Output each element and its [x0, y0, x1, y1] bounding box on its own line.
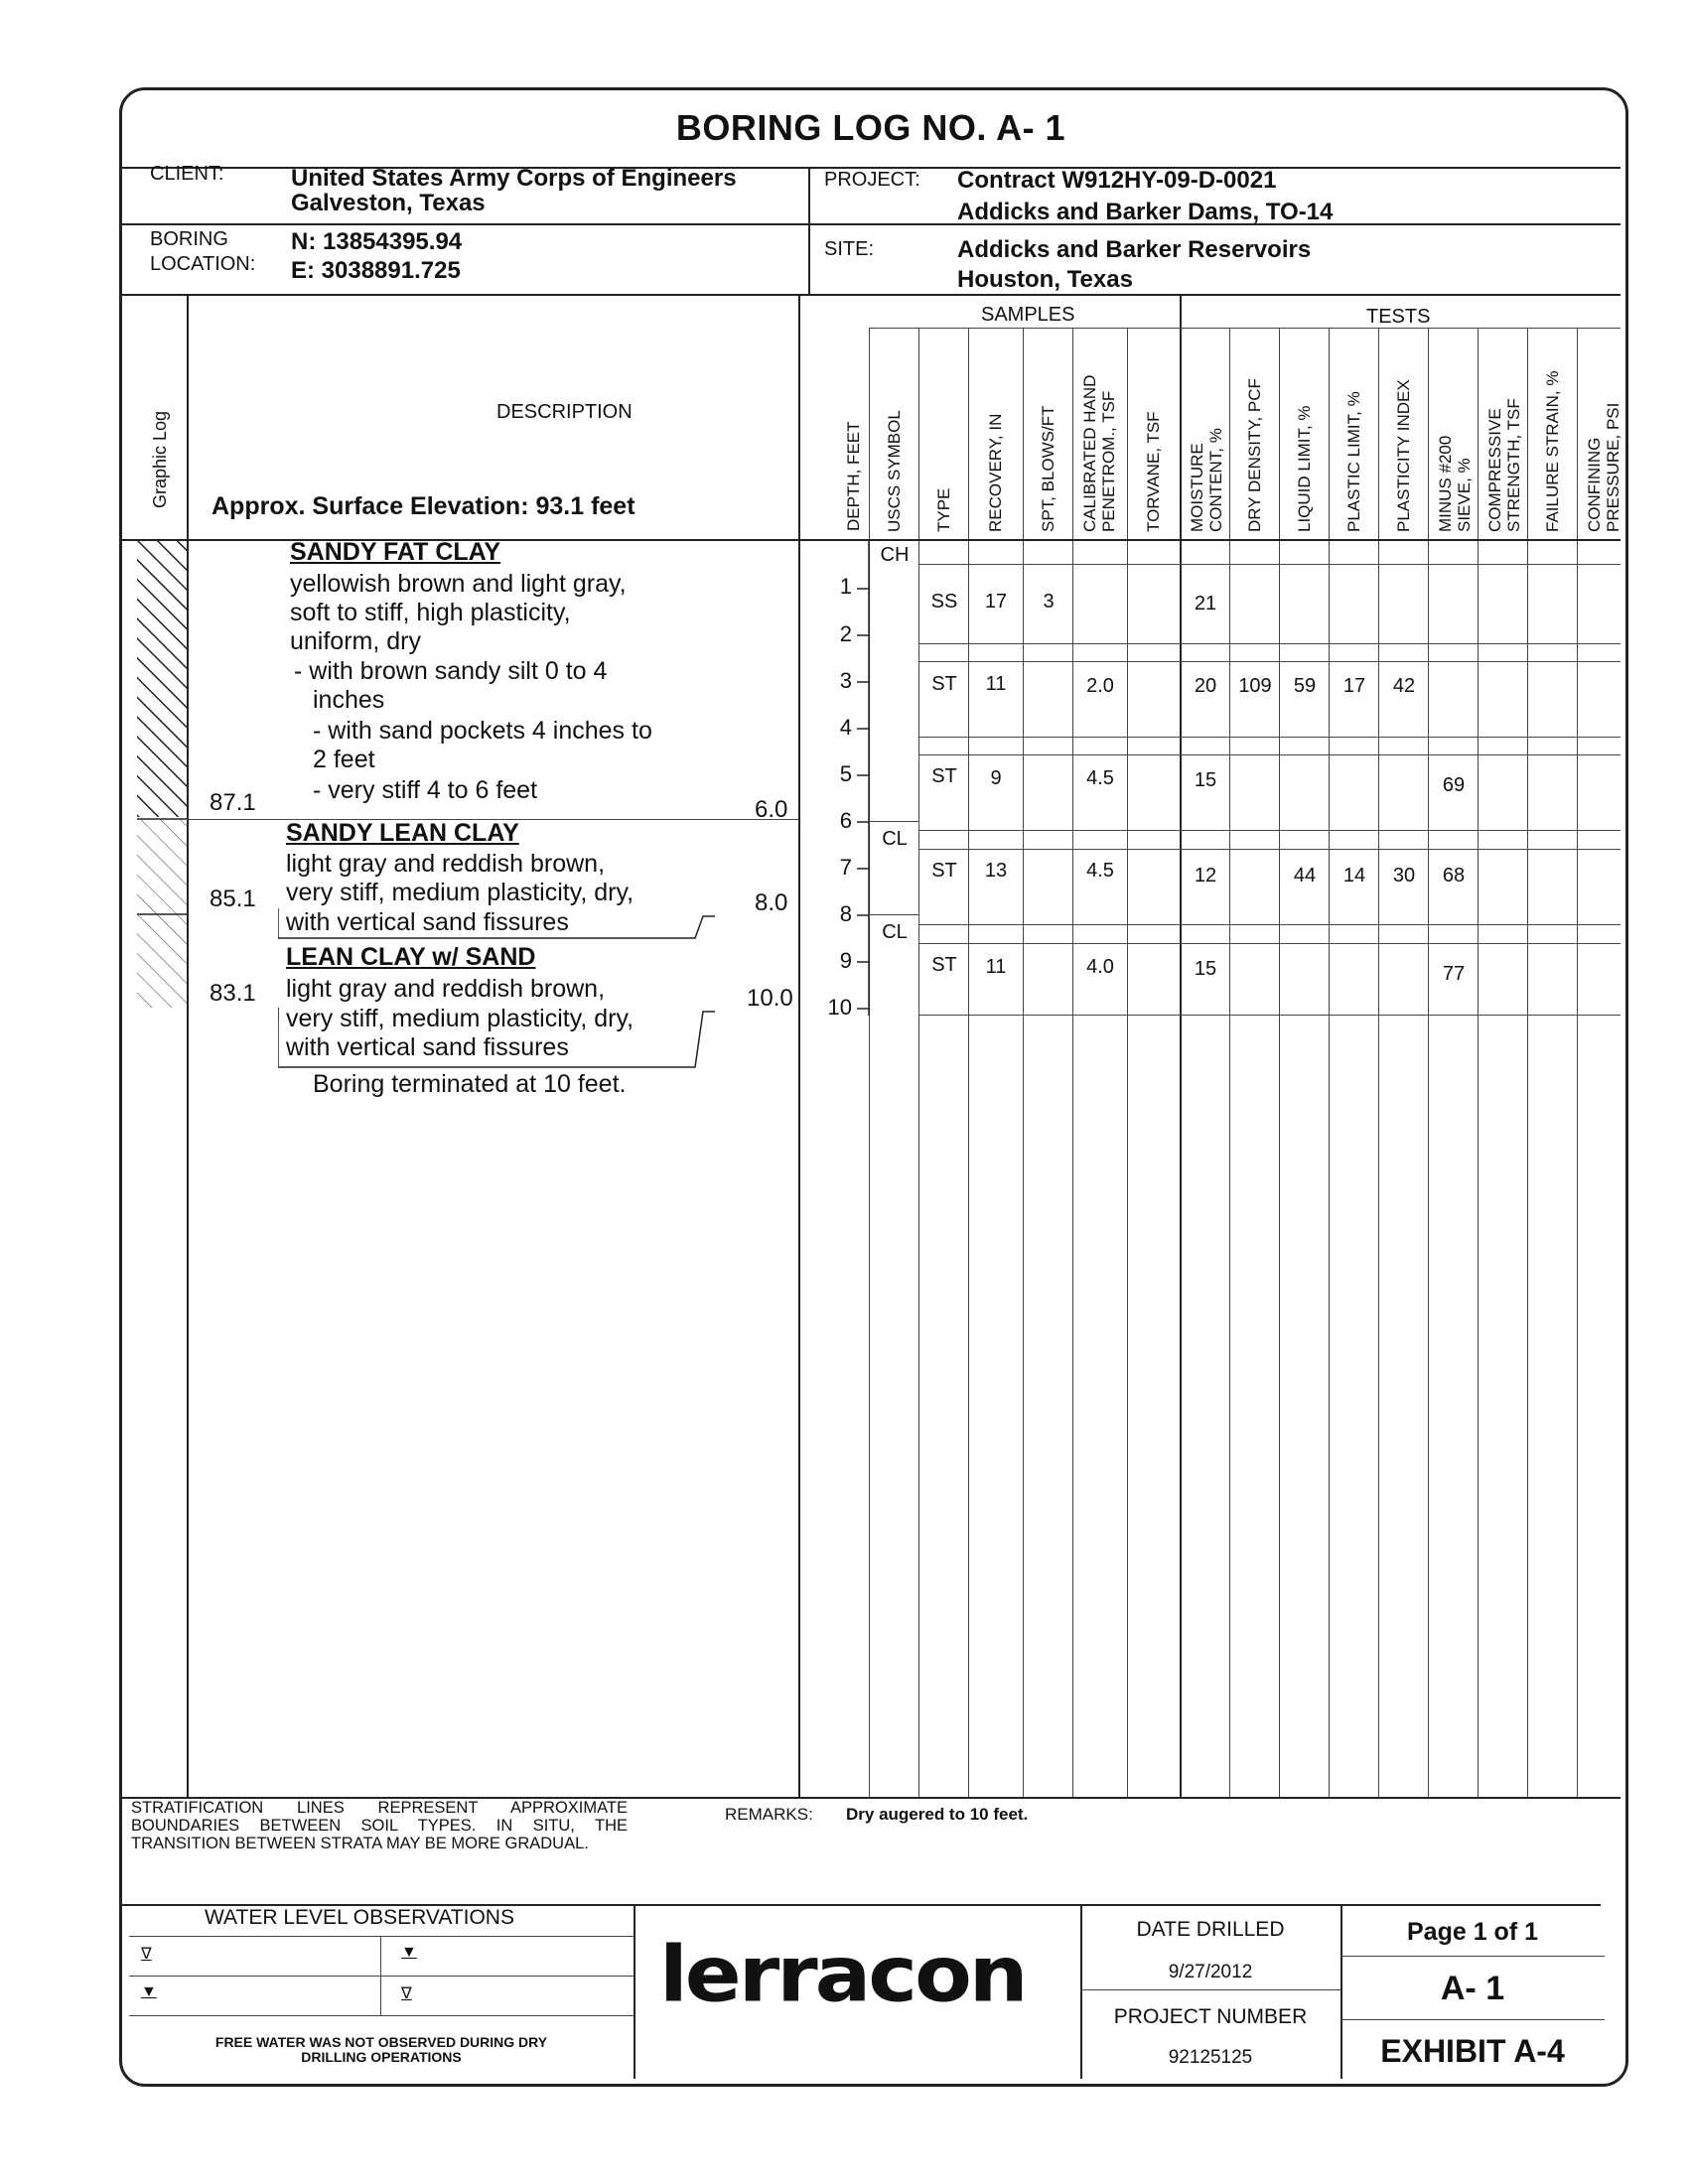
- col-line: [1127, 328, 1128, 1797]
- client-city: Galveston, Texas: [291, 190, 486, 216]
- project-label: PROJECT:: [824, 169, 920, 191]
- easting: E: 3038891.725: [291, 257, 461, 284]
- boring-id: A- 1: [1440, 1970, 1505, 2007]
- location-label: LOCATION:: [150, 253, 256, 275]
- sample-spt: 3: [1043, 591, 1055, 613]
- sample-moisture: 20: [1194, 675, 1217, 697]
- sample-type: SS: [930, 591, 958, 613]
- divider: [808, 167, 810, 294]
- water-level-symbol: ∇: [401, 1985, 412, 2002]
- stratum-desc-line: light gray and reddish brown,: [286, 850, 606, 878]
- divider: [121, 223, 1621, 225]
- row-line: [869, 914, 918, 915]
- divider: [1180, 294, 1182, 1797]
- row-line: [1340, 1956, 1605, 1957]
- hand-pen-header: CALIBRATED HAND PENETROM., TSF: [1080, 374, 1118, 532]
- stratum-depth: 6.0: [755, 796, 788, 823]
- stratum-note: 2 feet: [313, 746, 375, 773]
- client-label: CLIENT:: [150, 163, 224, 185]
- row-line: [869, 821, 918, 822]
- graphic-log-hatch: [137, 541, 187, 1027]
- stratum-note: - with brown sandy silt 0 to 4: [294, 657, 608, 685]
- sample-liquid-limit: 44: [1293, 865, 1317, 887]
- uscs-symbol: CL: [882, 921, 908, 943]
- sample-recovery: 11: [985, 673, 1007, 695]
- dry-density-header: DRY DENSITY, PCF: [1245, 378, 1264, 532]
- col-line: [1478, 328, 1479, 1797]
- sample-hand-pen: 4.0: [1086, 956, 1114, 978]
- page-indicator: Page 1 of 1: [1407, 1918, 1538, 1946]
- sample-plastic-limit: 17: [1342, 675, 1366, 697]
- col-line: [1527, 328, 1528, 1797]
- exhibit-label: EXHIBIT A-4: [1380, 2033, 1565, 2069]
- stratum-desc-line: very stiff, medium plasticity, dry,: [286, 1005, 634, 1032]
- moisture-header: MOISTURE CONTENT, %: [1188, 428, 1225, 532]
- northing: N: 13854395.94: [291, 228, 463, 255]
- stratum-name: SANDY FAT CLAY: [290, 538, 501, 566]
- sample-plasticity-index: 30: [1392, 865, 1416, 887]
- col-line: [1577, 328, 1578, 1797]
- torvane-header: TORVANE, TSF: [1144, 411, 1163, 532]
- sample-moisture: 21: [1194, 593, 1217, 614]
- recovery-header: RECOVERY, IN: [986, 413, 1005, 532]
- failure-strain-header: FAILURE STRAIN, %: [1543, 370, 1562, 532]
- stratum-depth: 8.0: [755, 889, 788, 916]
- terracon-logo: lerracon: [659, 1929, 1026, 2020]
- sample-moisture: 12: [1194, 865, 1217, 887]
- depth-tick-label: 2: [839, 621, 852, 646]
- type-header: TYPE: [934, 487, 953, 532]
- water-level-symbol: ∇: [141, 1946, 152, 1963]
- depth-header: DEPTH, FEET: [844, 421, 863, 531]
- stratum-depth: 10.0: [747, 985, 793, 1012]
- samples-header: SAMPLES: [981, 304, 1075, 326]
- water-note-line: FREE WATER WAS NOT OBSERVED DURING DRY: [214, 2034, 548, 2050]
- plastic-limit-header: PLASTIC LIMIT, %: [1344, 391, 1363, 532]
- col-line: [1378, 328, 1379, 1797]
- uscs-symbol: CH: [880, 544, 910, 566]
- minus200-header: MINUS #200 SIEVE, %: [1436, 435, 1474, 532]
- row-line: [918, 1015, 1621, 1016]
- stratum-desc-line: soft to stiff, high plasticity,: [290, 599, 571, 626]
- sample-recovery: 11: [985, 956, 1007, 978]
- stratum-desc-line: with vertical sand fissures: [286, 1033, 569, 1061]
- water-level-title: WATER LEVEL OBSERVATIONS: [205, 1906, 514, 1929]
- sample-hand-pen: 4.5: [1086, 767, 1114, 789]
- project-number-value: 92125125: [1168, 2047, 1253, 2068]
- row-line: [918, 643, 1621, 644]
- depth-tick-label: 10: [827, 995, 852, 1020]
- stratum-name: SANDY LEAN CLAY: [286, 819, 519, 847]
- surface-elevation: Approx. Surface Elevation: 93.1 feet: [212, 492, 635, 520]
- row-line: [1340, 2019, 1605, 2020]
- col-line: [1279, 328, 1280, 1797]
- sample-type: ST: [931, 765, 957, 787]
- sample-moisture: 15: [1194, 958, 1217, 980]
- site-label: SITE:: [824, 238, 875, 260]
- stratum-desc-line: very stiff, medium plasticity, dry,: [286, 879, 634, 906]
- compressive-header: COMPRESSIVE STRENGTH, TSF: [1485, 398, 1523, 532]
- sample-type: ST: [931, 860, 957, 882]
- stratum-elevation: 87.1: [210, 789, 256, 816]
- sample-liquid-limit: 59: [1293, 675, 1317, 697]
- spt-header: SPT, BLOWS/FT: [1039, 405, 1058, 532]
- row-line: [918, 754, 1621, 755]
- row-line: [918, 564, 1621, 565]
- row-line: [129, 1936, 634, 1937]
- col-line: [1229, 328, 1230, 1797]
- depth-tick-label: 7: [839, 855, 852, 880]
- row-line: [918, 943, 1621, 944]
- depth-tick-label: 4: [839, 715, 852, 740]
- stratum-desc-line: uniform, dry: [290, 627, 421, 655]
- depth-tick-label: 3: [839, 668, 852, 693]
- date-drilled-label: DATE DRILLED: [1136, 1918, 1285, 1941]
- depth-tick-label: 1: [839, 574, 852, 599]
- col-line: [1023, 328, 1024, 1797]
- graphic-log-header: Graphic Log: [150, 410, 170, 508]
- boring-label: BORING: [150, 228, 228, 250]
- row-line: [918, 849, 1621, 850]
- uscs-symbol: CL: [882, 828, 908, 850]
- termination-note: Boring terminated at 10 feet.: [313, 1070, 627, 1098]
- stratum-desc-line: light gray and reddish brown,: [286, 975, 606, 1003]
- remarks-text: Dry augered to 10 feet.: [846, 1805, 1029, 1824]
- divider: [121, 294, 1621, 296]
- sample-minus200: 77: [1442, 963, 1466, 985]
- water-level-symbol: ▼: [141, 1983, 157, 2000]
- depth-tick-label: 6: [839, 808, 852, 833]
- site-name: Addicks and Barker Reservoirs: [957, 236, 1312, 263]
- liquid-limit-header: LIQUID LIMIT, %: [1295, 405, 1314, 532]
- date-drilled-value: 9/27/2012: [1168, 1962, 1253, 1982]
- log-title: BORING LOG NO. A- 1: [675, 107, 1066, 148]
- project-name: Addicks and Barker Dams, TO-14: [957, 199, 1334, 225]
- remarks-label: REMARKS:: [725, 1805, 813, 1824]
- stratum-desc-line: with vertical sand fissures: [286, 908, 569, 936]
- row-line: [918, 737, 1621, 738]
- col-line: [1428, 328, 1429, 1797]
- uscs-header: USCS SYMBOL: [885, 410, 904, 532]
- confining-header: CONFINING PRESSURE, PSI: [1585, 402, 1622, 532]
- row-line: [918, 924, 1621, 925]
- stratum-note: - with sand pockets 4 inches to: [313, 717, 652, 745]
- water-note-line: DRILLING OPERATIONS: [301, 2049, 462, 2065]
- stratum-desc-line: yellowish brown and light gray,: [290, 570, 627, 598]
- row-line: [1080, 1989, 1340, 1990]
- sample-moisture: 15: [1194, 769, 1217, 791]
- depth-ruler: [854, 541, 874, 1018]
- divider: [798, 294, 800, 1797]
- project-number-label: PROJECT NUMBER: [1113, 2005, 1308, 2028]
- depth-tick-label: 5: [839, 761, 852, 786]
- col-line: [1072, 328, 1073, 1797]
- sample-type: ST: [931, 954, 957, 976]
- stratum-elevation: 83.1: [210, 980, 256, 1007]
- sample-recovery: 17: [984, 591, 1008, 613]
- water-note: [129, 2035, 634, 2065]
- sample-recovery: 9: [990, 767, 1002, 789]
- stratum-elevation: 85.1: [210, 886, 256, 912]
- row-line: [918, 661, 1621, 662]
- sample-hand-pen: 2.0: [1086, 675, 1114, 697]
- row-line: [869, 328, 1621, 329]
- divider: [634, 1904, 635, 2079]
- stratum-note: inches: [313, 686, 385, 714]
- stratum-note: - very stiff 4 to 6 feet: [313, 776, 538, 804]
- sample-plasticity-index: 42: [1392, 675, 1416, 697]
- description-header: DESCRIPTION: [496, 401, 633, 423]
- col-line: [1329, 328, 1330, 1797]
- sample-dry-density: 109: [1238, 675, 1272, 697]
- col-line: [968, 328, 969, 1797]
- site-city: Houston, Texas: [957, 266, 1133, 293]
- sample-plastic-limit: 14: [1342, 865, 1366, 887]
- stratification-note: STRATIFICATION LINES REPRESENT APPROXIMATE BOUNDARIES BETWEEN SOIL TYPES. IN SITU, THE TRANSITION BETWEEN STRATA MAY BE MORE GRADUAL.: [131, 1799, 628, 1852]
- sample-minus200: 69: [1442, 774, 1466, 796]
- stratum-name: LEAN CLAY w/ SAND: [286, 943, 536, 971]
- sample-hand-pen: 4.5: [1086, 860, 1114, 882]
- row-line: [129, 1976, 634, 1977]
- water-level-symbol: ▼: [401, 1944, 417, 1961]
- sample-recovery: 13: [984, 860, 1008, 882]
- tests-header: TESTS: [1366, 306, 1431, 328]
- project-contract: Contract W912HY-09-D-0021: [957, 167, 1277, 194]
- sample-minus200: 68: [1442, 865, 1466, 887]
- col-line: [380, 1936, 381, 2015]
- row-line: [918, 830, 1621, 831]
- row-line: [129, 2015, 634, 2016]
- divider: [187, 294, 189, 1797]
- depth-tick-label: 9: [839, 948, 852, 973]
- client-name: United States Army Corps of Engineers: [291, 165, 737, 192]
- depth-tick-label: 8: [839, 901, 852, 926]
- sample-type: ST: [931, 673, 957, 695]
- plasticity-index-header: PLASTICITY INDEX: [1394, 379, 1413, 532]
